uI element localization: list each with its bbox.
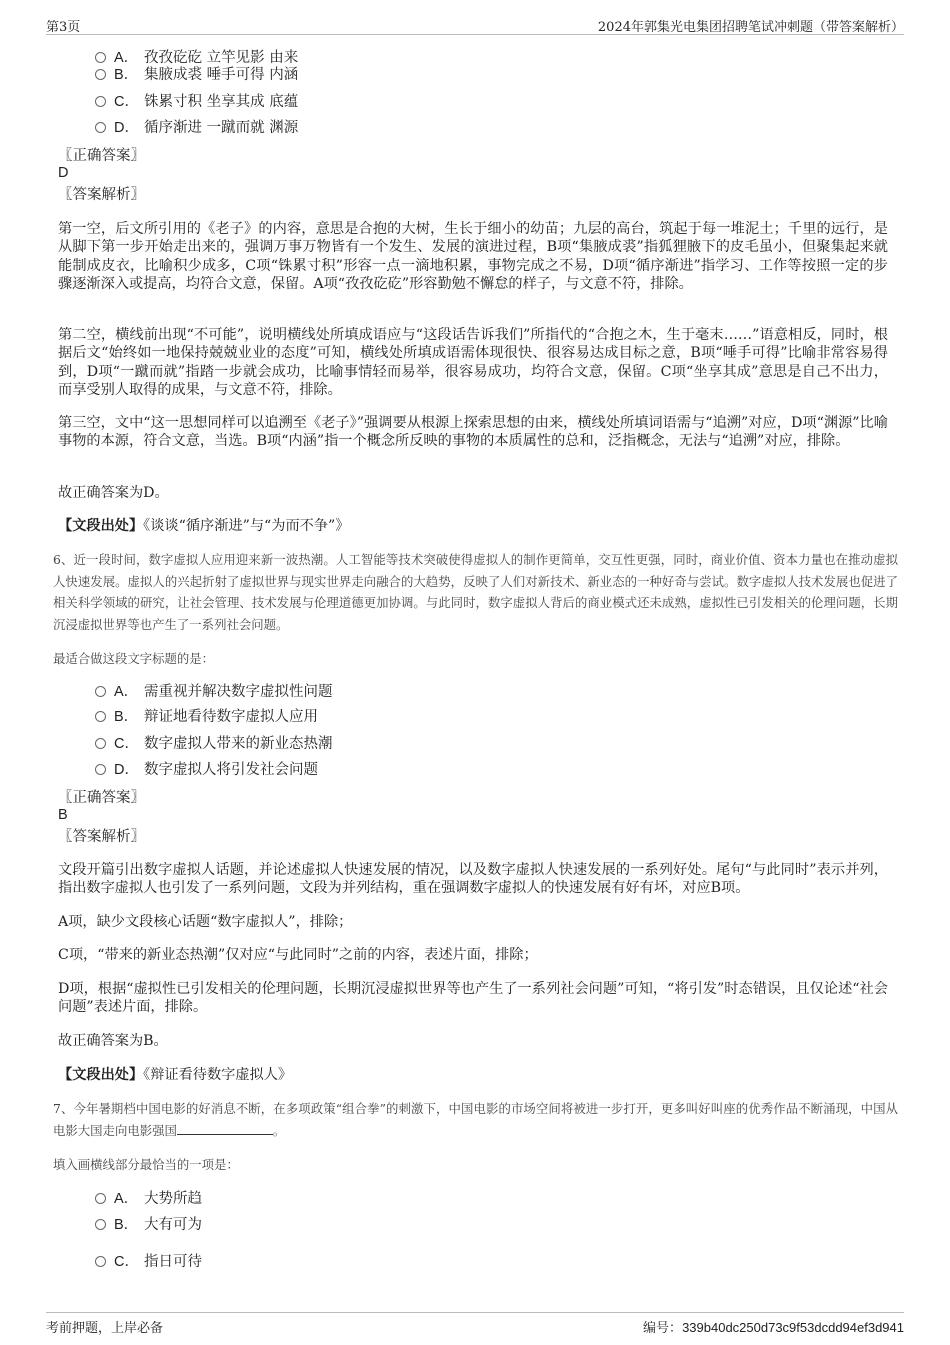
q6-analysis-paragraph-4: D项，根据“虚拟性已引发相关的伦理问题，长期沉浸虚拟世界等也产生了一系列社会问题”可知，“将引发”时态错误，且仅论述“社会问题”表述片面，排除。 [58,981,888,1016]
q7-option-b[interactable]: B． 大有可为 [95,1216,202,1234]
q6-analysis-paragraph-3: C项，“带来的新业态热潮”仅对应“与此同时”之前的内容，表述片面，排除； [58,947,538,963]
q5-source: 【文段出处】《谈谈“循序渐进”与“为而不争”》 [58,518,350,534]
footer-slogan: 考前押题，上岸必备 [46,1321,164,1336]
radio-icon[interactable] [95,1256,106,1267]
q5-answer-label: 〖正确答案〗 [58,148,145,164]
q6-analysis-label: 〖答案解析〗 [58,829,145,845]
radio-icon[interactable] [95,69,106,80]
radio-icon[interactable] [95,96,106,107]
radio-icon[interactable] [95,738,106,749]
q6-stem: 6、近一段时间，数字虚拟人应用迎来新一波热潮。人工智能等技术突破使得虚拟人的制作更简单，交互性更强，同时，商业价值、资本力量也在推动虚拟人快速发展。虚拟人的兴起折射了虚拟世界与现实世界走向融合的大趋势，反映了人们对新技术、新业态的一种好奇与尝试。数字虚拟人技术发展也促进了相关科学领域的研究，让社会管理、技术发展与伦理道德更加协调。与此同时，数字虚拟人背后的商业模式还未成熟，虚拟性已引发相关的伦理问题，长期沉浸虚拟世界等也产生了一系列社会问题。 [53,552,898,632]
q6-source: 【文段出处】《辩证看待数字虚拟人》 [58,1067,293,1083]
q5-option-c[interactable]: C． 铢累寸积 坐享其成 底蕴 [95,93,298,111]
q5-analysis-paragraph-1: 第一空，后文所引用的《老子》的内容，意思是合抱的大树，生长于细小的幼苗；九层的高台，筑起于每一堆泥土；千里的远行，是从脚下第一步开始走出来的，强调万事万物皆有一个发生、发展的演进过程，B项“集腋成裘”指狐狸腋下的皮毛虽小，但聚集起来就能制成皮衣，比喻积少成多，C项“铢累寸积”形容一点一滴地积累，事物完成之不易，D项“循序渐进”指学习、工作等按照一定的步骤逐渐深入或提高，均符合文意，保留。A项“孜孜矻矻”形容勤勉不懈怠的样子，与文意不符，排除。 [58,221,888,292]
q5-analysis-label: 〖答案解析〗 [58,187,145,203]
radio-icon[interactable] [95,1193,106,1204]
q5-analysis-paragraph-3: 第三空，文中“这一思想同样可以追溯至《老子》”强调要从根源上探索思想的由来，横线处所填词语需与“追溯”对应，D项“渊源”比喻事物的本源，符合文意，当选。B项“内涵”指一个概念所反映的事物的本质属性的总和，泛指概念，无法与“追溯”对应，排除。 [58,415,888,450]
answer-blank [177,1122,273,1135]
radio-icon[interactable] [95,1219,106,1230]
document-title: 2024年郭集光电集团招聘笔试冲刺题（带答案解析） [597,20,904,35]
page-footer [46,1312,904,1337]
q7-option-c[interactable]: C． 指日可待 [95,1253,202,1271]
q5-option-a[interactable]: A． 孜孜矻矻 立竿见影 由来 [95,49,298,67]
q5-conclusion: 故正确答案为D。 [58,485,169,501]
q6-option-b[interactable]: B． 辩证地看待数字虚拟人应用 [95,708,318,726]
radio-icon[interactable] [95,686,106,697]
q5-analysis-paragraph-2: 第二空，横线前出现“不可能”，说明横线处所填成语应与“这段话告诉我们”所指代的“合抱之木，生于毫末……”语意相反，同时，根据后文“始终如一地保持兢兢业业的态度”可知，横线处所填成语需体现很快、很容易达成目标之意，B项“唾手可得”比喻非常容易得到，D项“一蹴而就”指踏一步就会成功，比喻事情轻而易举，很容易成功，均符合文意，保留。C项“坐享其成”意思是自己不出力，而享受别人取得的成果，与文意不符，排除。 [58,327,888,398]
q6-conclusion: 故正确答案为B。 [58,1033,168,1049]
q7-stem: 7、今年暑期档中国电影的好消息不断，在多项政策“组合拳”的刺激下，中国电影的市场空间将被进一步打开，更多叫好叫座的优秀作品不断涌现，中国从电影大国走向电影强国 。 [53,1101,898,1138]
page-header [46,14,904,35]
q6-option-c[interactable]: C． 数字虚拟人带来的新业态热潮 [95,735,333,753]
q6-option-a[interactable]: A． 需重视并解决数字虚拟性问题 [95,683,333,701]
page-number: 第3页 [46,20,81,35]
q5-answer: D [58,165,69,181]
q6-analysis-paragraph-2: A项，缺少文段核心话题“数字虚拟人”，排除； [58,914,353,930]
radio-icon[interactable] [95,711,106,722]
q7-option-a[interactable]: A． 大势所趋 [95,1190,202,1208]
q6-answer-label: 〖正确答案〗 [58,790,145,806]
q5-option-d[interactable]: D． 循序渐进 一蹴而就 渊源 [95,119,298,137]
q6-analysis-paragraph-1: 文段开篇引出数字虚拟人话题，并论述虚拟人快速发展的情况，以及数字虚拟人快速发展的一系列好处。尾句“与此同时”表示并列，指出数字虚拟人也引发了一系列问题，文段为并列结构，重在强调数字虚拟人的快速发展有好有坏，对应B项。 [58,862,888,897]
q5-option-b[interactable]: B． 集腋成裘 唾手可得 内涵 [95,66,298,84]
radio-icon[interactable] [95,52,106,63]
q6-option-d[interactable]: D． 数字虚拟人将引发社会问题 [95,761,318,779]
q6-prompt: 最适合做这段文字标题的是： [53,651,215,666]
document-code: 编号：339b40dc250d73c9f53dcdd94ef3d941 [643,1320,904,1336]
radio-icon[interactable] [95,122,106,133]
radio-icon[interactable] [95,764,106,775]
q7-prompt: 填入画横线部分最恰当的一项是： [53,1157,239,1172]
q6-answer: B [58,807,68,823]
